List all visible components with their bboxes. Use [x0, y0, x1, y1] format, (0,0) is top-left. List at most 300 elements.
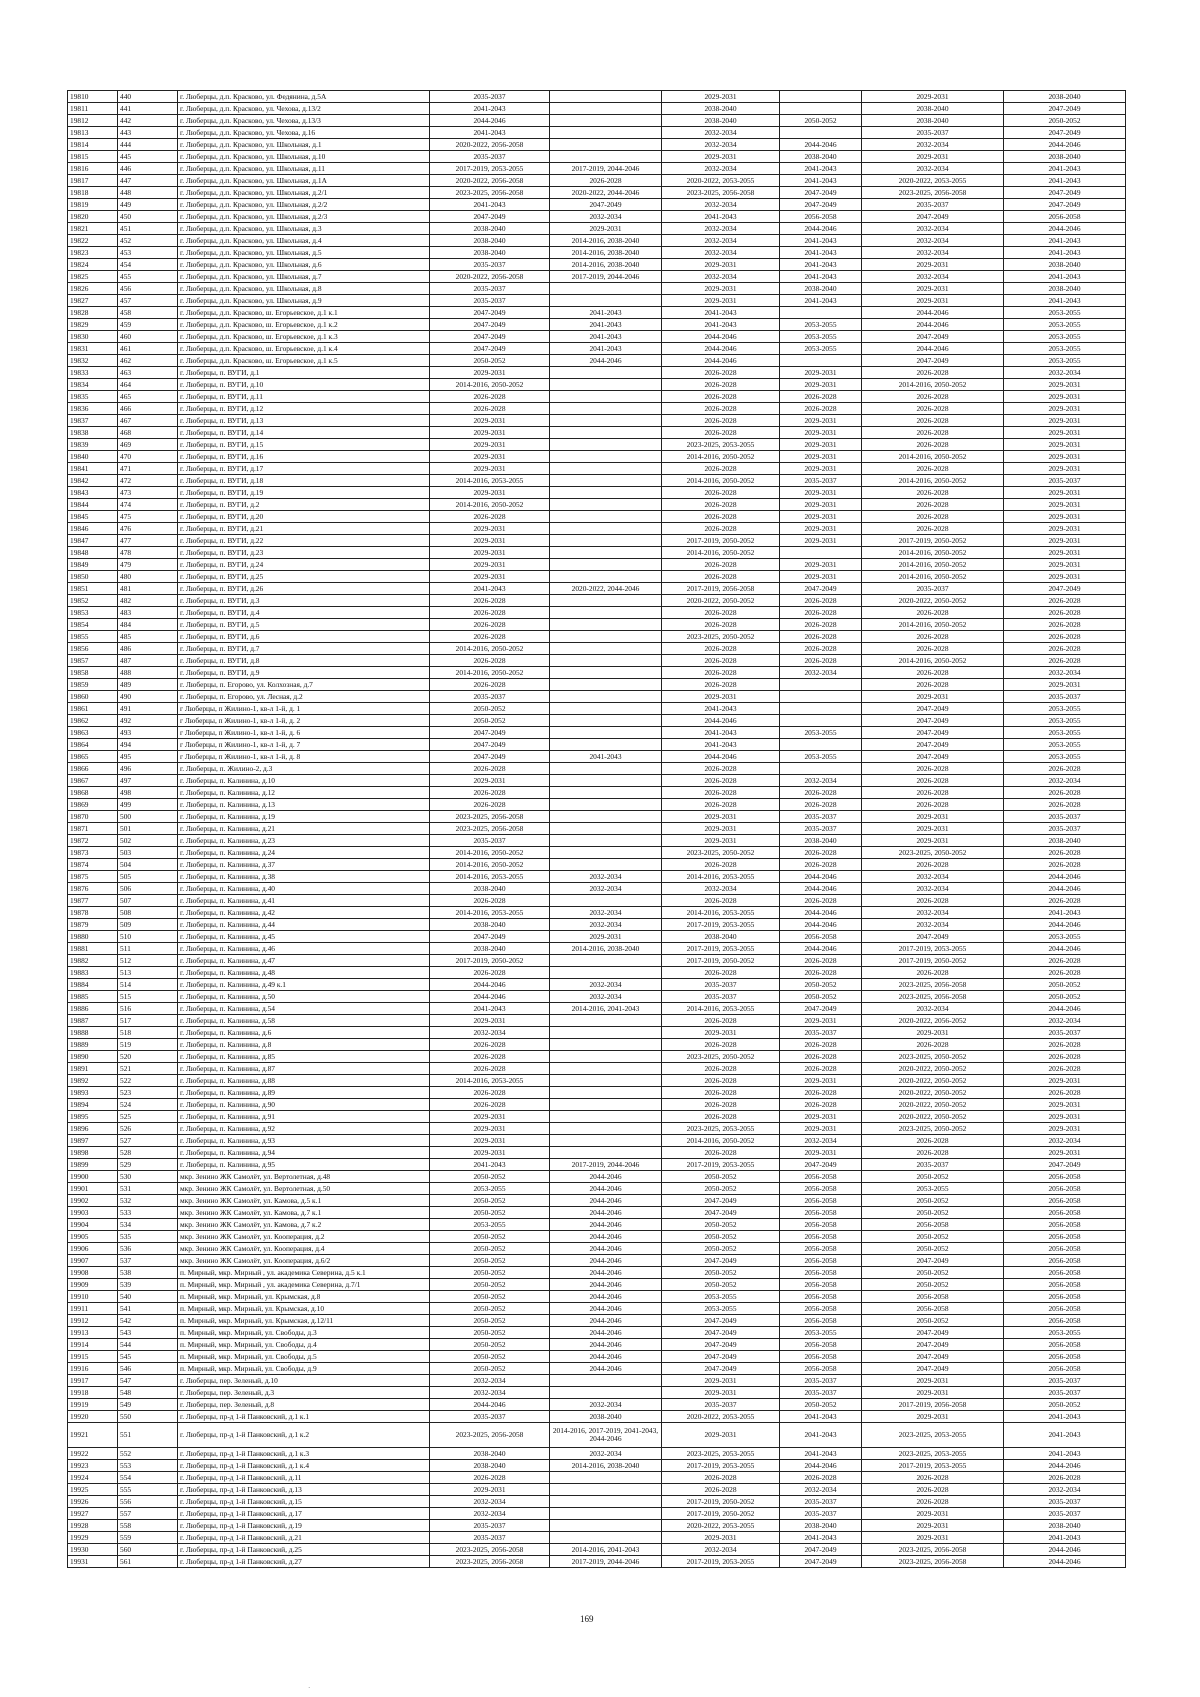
address-cell: г. Люберцы, д.п. Красково, ул. Школьная, д.1: [178, 139, 430, 151]
row-index-cell: 19904: [68, 1219, 118, 1231]
period-cell-3: 2029-2031: [662, 259, 780, 271]
item-number-cell: 501: [118, 823, 178, 835]
period-cell-2: 2017-2019, 2044-2046: [550, 271, 662, 283]
table-row: [68, 895, 1126, 907]
period-cell-6: 2029-2031: [1004, 439, 1126, 451]
row-index-cell: 19901: [68, 1183, 118, 1195]
register-table-body: [68, 91, 1126, 1568]
item-number-cell: 523: [118, 1087, 178, 1099]
period-cell-2: [550, 739, 662, 751]
period-cell-6: 2035-2037: [1004, 1496, 1126, 1508]
address-cell: г. Люберцы, п. Калинина, д.46: [178, 943, 430, 955]
period-cell-6: 2044-2046: [1004, 1460, 1126, 1472]
address-cell: мкр. Зенино ЖК Самолёт, ул. Камова, д.7 к.2: [178, 1219, 430, 1231]
row-index-cell: 19896: [68, 1123, 118, 1135]
period-cell-5: 2020-2022, 2053-2055: [862, 175, 1004, 187]
period-cell-4: 2035-2037: [780, 823, 862, 835]
period-cell-6: 2026-2028: [1004, 595, 1126, 607]
period-cell-4: 2029-2031: [780, 487, 862, 499]
address-cell: г. Люберцы, п. Калинина, д.42: [178, 907, 430, 919]
period-cell-3: 2044-2046: [662, 343, 780, 355]
period-cell-6: 2038-2040: [1004, 259, 1126, 271]
row-index-cell: 19899: [68, 1159, 118, 1171]
address-cell: г. Люберцы, пер. Зеленый, д.3: [178, 1387, 430, 1399]
row-index-cell: 19889: [68, 1039, 118, 1051]
item-number-cell: 452: [118, 235, 178, 247]
period-cell-5: 2026-2028: [862, 427, 1004, 439]
item-number-cell: 486: [118, 643, 178, 655]
table-row: [68, 1015, 1126, 1027]
period-cell-1: 2050-2052: [430, 1303, 550, 1315]
table-row: [68, 655, 1126, 667]
item-number-cell: 506: [118, 883, 178, 895]
period-cell-4: 2047-2049: [780, 1003, 862, 1015]
period-cell-3: 2023-2025, 2050-2052: [662, 631, 780, 643]
period-cell-5: 2026-2028: [862, 859, 1004, 871]
item-number-cell: 557: [118, 1508, 178, 1520]
address-cell: г. Люберцы, п. ВУГИ, д.5: [178, 619, 430, 631]
period-cell-4: 2029-2031: [780, 523, 862, 535]
period-cell-6: 2038-2040: [1004, 151, 1126, 163]
item-number-cell: 553: [118, 1460, 178, 1472]
period-cell-1: 2038-2040: [430, 223, 550, 235]
row-index-cell: 19880: [68, 931, 118, 943]
item-number-cell: 455: [118, 271, 178, 283]
period-cell-1: 2038-2040: [430, 943, 550, 955]
item-number-cell: 445: [118, 151, 178, 163]
period-cell-4: 2026-2028: [780, 1087, 862, 1099]
row-index-cell: 19910: [68, 1291, 118, 1303]
period-cell-1: 2026-2028: [430, 1039, 550, 1051]
period-cell-6: 2032-2034: [1004, 1015, 1126, 1027]
table-row: [68, 1472, 1126, 1484]
address-cell: г. Люберцы, п. Калинина, д.90: [178, 1099, 430, 1111]
item-number-cell: 442: [118, 115, 178, 127]
period-cell-5: 2029-2031: [862, 811, 1004, 823]
period-cell-6: 2056-2058: [1004, 1183, 1126, 1195]
period-cell-2: [550, 439, 662, 451]
period-cell-5: 2035-2037: [862, 583, 1004, 595]
table-row: [68, 163, 1126, 175]
period-cell-3: 2023-2025, 2050-2052: [662, 847, 780, 859]
item-number-cell: 559: [118, 1532, 178, 1544]
period-cell-3: 2050-2052: [662, 1279, 780, 1291]
period-cell-5: 2035-2037: [862, 127, 1004, 139]
period-cell-3: 2029-2031: [662, 1027, 780, 1039]
table-row: [68, 1267, 1126, 1279]
period-cell-2: 2041-2043: [550, 331, 662, 343]
row-index-cell: 19907: [68, 1255, 118, 1267]
period-cell-2: 2044-2046: [550, 1231, 662, 1243]
period-cell-4: 2047-2049: [780, 199, 862, 211]
period-cell-2: [550, 499, 662, 511]
period-cell-2: [550, 1051, 662, 1063]
period-cell-6: 2038-2040: [1004, 835, 1126, 847]
period-cell-3: 2026-2028: [662, 763, 780, 775]
row-index-cell: 19855: [68, 631, 118, 643]
address-cell: мкр. Зенино ЖК Самолёт, ул. Кооперация, д.4: [178, 1243, 430, 1255]
period-cell-5: 2026-2028: [862, 667, 1004, 679]
row-index-cell: 19830: [68, 331, 118, 343]
period-cell-2: [550, 835, 662, 847]
period-cell-1: 2029-2031: [430, 1147, 550, 1159]
period-cell-5: 2050-2052: [862, 1207, 1004, 1219]
period-cell-1: 2026-2028: [430, 511, 550, 523]
period-cell-3: 2026-2028: [662, 667, 780, 679]
period-cell-3: 2014-2016, 2053-2055: [662, 871, 780, 883]
period-cell-2: [550, 1111, 662, 1123]
period-cell-6: 2026-2028: [1004, 655, 1126, 667]
period-cell-5: 2044-2046: [862, 343, 1004, 355]
address-cell: г. Люберцы, п. Калинина, д.85: [178, 1051, 430, 1063]
period-cell-5: 2029-2031: [862, 1520, 1004, 1532]
period-cell-1: 2035-2037: [430, 1411, 550, 1423]
period-cell-2: [550, 547, 662, 559]
period-cell-3: 2026-2028: [662, 967, 780, 979]
period-cell-3: 2032-2034: [662, 235, 780, 247]
address-cell: г. Люберцы, п. Калинина, д.54: [178, 1003, 430, 1015]
address-cell: г. Люберцы, п. Калинина, д.40: [178, 883, 430, 895]
row-index-cell: 19898: [68, 1147, 118, 1159]
period-cell-3: 2032-2034: [662, 883, 780, 895]
row-index-cell: 19874: [68, 859, 118, 871]
period-cell-5: 2026-2028: [862, 391, 1004, 403]
period-cell-5: 2014-2016, 2050-2052: [862, 655, 1004, 667]
period-cell-2: [550, 787, 662, 799]
period-cell-3: 2047-2049: [662, 1351, 780, 1363]
period-cell-6: 2035-2037: [1004, 811, 1126, 823]
period-cell-2: [550, 847, 662, 859]
period-cell-2: 2032-2034: [550, 871, 662, 883]
period-cell-3: 2047-2049: [662, 1327, 780, 1339]
item-number-cell: 456: [118, 283, 178, 295]
period-cell-2: 2032-2034: [550, 1399, 662, 1411]
item-number-cell: 524: [118, 1099, 178, 1111]
period-cell-5: 2029-2031: [862, 1027, 1004, 1039]
row-index-cell: 19908: [68, 1267, 118, 1279]
period-cell-1: 2026-2028: [430, 595, 550, 607]
period-cell-4: [780, 103, 862, 115]
period-cell-6: 2026-2028: [1004, 607, 1126, 619]
period-cell-3: 2032-2034: [662, 247, 780, 259]
item-number-cell: 444: [118, 139, 178, 151]
table-row: [68, 979, 1126, 991]
address-cell: г. Люберцы, п. Калинина, д.10: [178, 775, 430, 787]
address-cell: г. Люберцы, д.п. Красково, ул. Школьная, д.7: [178, 271, 430, 283]
period-cell-4: 2026-2028: [780, 955, 862, 967]
period-cell-2: 2044-2046: [550, 1327, 662, 1339]
period-cell-2: 2014-2016, 2038-2040: [550, 259, 662, 271]
period-cell-1: 2044-2046: [430, 1399, 550, 1411]
table-row: [68, 187, 1126, 199]
period-cell-6: 2026-2028: [1004, 1051, 1126, 1063]
period-cell-3: 2017-2019, 2050-2052: [662, 535, 780, 547]
table-row: [68, 211, 1126, 223]
period-cell-4: 2047-2049: [780, 1556, 862, 1568]
item-number-cell: 558: [118, 1520, 178, 1532]
item-number-cell: 461: [118, 343, 178, 355]
row-index-cell: 19888: [68, 1027, 118, 1039]
period-cell-4: 2026-2028: [780, 607, 862, 619]
period-cell-6: 2032-2034: [1004, 667, 1126, 679]
period-cell-6: 2053-2055: [1004, 751, 1126, 763]
address-cell: г. Люберцы, п. Калинина, д.44: [178, 919, 430, 931]
item-number-cell: 484: [118, 619, 178, 631]
address-cell: г. Люберцы, п. Калинина, д.41: [178, 895, 430, 907]
row-index-cell: 19911: [68, 1303, 118, 1315]
period-cell-1: 2050-2052: [430, 1291, 550, 1303]
period-cell-3: 2032-2034: [662, 163, 780, 175]
item-number-cell: 511: [118, 943, 178, 955]
period-cell-4: [780, 679, 862, 691]
table-row: [68, 367, 1126, 379]
item-number-cell: 549: [118, 1399, 178, 1411]
address-cell: г. Люберцы, п. Егорово, ул. Лесная, д.2: [178, 691, 430, 703]
table-row: [68, 991, 1126, 1003]
period-cell-4: 2047-2049: [780, 187, 862, 199]
period-cell-3: 2029-2031: [662, 811, 780, 823]
address-cell: г. Люберцы, п. ВУГИ, д.20: [178, 511, 430, 523]
period-cell-2: [550, 91, 662, 103]
period-cell-3: 2023-2025, 2056-2058: [662, 187, 780, 199]
period-cell-1: 2044-2046: [430, 115, 550, 127]
period-cell-2: 2032-2034: [550, 1448, 662, 1460]
period-cell-5: 2026-2028: [862, 463, 1004, 475]
period-cell-1: 2050-2052: [430, 355, 550, 367]
period-cell-3: 2053-2055: [662, 1303, 780, 1315]
period-cell-5: 2026-2028: [862, 439, 1004, 451]
row-index-cell: 19864: [68, 739, 118, 751]
item-number-cell: 504: [118, 859, 178, 871]
period-cell-5: 2029-2031: [862, 1532, 1004, 1544]
period-cell-1: 2014-2016, 2053-2055: [430, 907, 550, 919]
row-index-cell: 19828: [68, 307, 118, 319]
period-cell-2: [550, 967, 662, 979]
period-cell-2: [550, 1135, 662, 1147]
period-cell-3: 2026-2028: [662, 679, 780, 691]
period-cell-5: 2023-2025, 2050-2052: [862, 847, 1004, 859]
table-row: [68, 643, 1126, 655]
period-cell-6: 2029-2031: [1004, 391, 1126, 403]
period-cell-4: 2044-2046: [780, 943, 862, 955]
period-cell-6: 2056-2058: [1004, 1339, 1126, 1351]
address-cell: мкр. Зенино ЖК Самолёт, ул. Вертолетная, д.48: [178, 1171, 430, 1183]
row-index-cell: 19818: [68, 187, 118, 199]
item-number-cell: 469: [118, 439, 178, 451]
period-cell-1: 2023-2025, 2056-2058: [430, 823, 550, 835]
period-cell-2: 2044-2046: [550, 1363, 662, 1375]
period-cell-5: 2050-2052: [862, 1195, 1004, 1207]
period-cell-1: 2023-2025, 2056-2058: [430, 1423, 550, 1448]
table-row: [68, 1423, 1126, 1448]
period-cell-5: 2014-2016, 2050-2052: [862, 451, 1004, 463]
period-cell-3: 2020-2022, 2053-2055: [662, 1411, 780, 1423]
address-cell: г. Люберцы, п. Калинина, д.37: [178, 859, 430, 871]
address-cell: г. Люберцы, п. Калинина, д.23: [178, 835, 430, 847]
period-cell-3: 2026-2028: [662, 1063, 780, 1075]
address-cell: г. Люберцы, д.п. Красково, ул. Школьная, д.9: [178, 295, 430, 307]
row-index-cell: 19895: [68, 1111, 118, 1123]
period-cell-6: 2041-2043: [1004, 1532, 1126, 1544]
period-cell-3: 2029-2031: [662, 1387, 780, 1399]
period-cell-2: [550, 1484, 662, 1496]
period-cell-1: 2050-2052: [430, 1255, 550, 1267]
period-cell-6: 2035-2037: [1004, 1508, 1126, 1520]
period-cell-4: 2044-2046: [780, 139, 862, 151]
table-row: [68, 115, 1126, 127]
period-cell-3: 2047-2049: [662, 1195, 780, 1207]
period-cell-6: 2044-2046: [1004, 1003, 1126, 1015]
period-cell-4: 2041-2043: [780, 1532, 862, 1544]
period-cell-5: 2017-2019, 2053-2055: [862, 1460, 1004, 1472]
period-cell-1: 2029-2031: [430, 1111, 550, 1123]
row-index-cell: 19877: [68, 895, 118, 907]
table-row: [68, 871, 1126, 883]
item-number-cell: 453: [118, 247, 178, 259]
period-cell-5: 2017-2019, 2050-2052: [862, 535, 1004, 547]
row-index-cell: 19851: [68, 583, 118, 595]
period-cell-6: 2041-2043: [1004, 1411, 1126, 1423]
period-cell-1: 2026-2028: [430, 1472, 550, 1484]
period-cell-2: [550, 1039, 662, 1051]
period-cell-5: 2038-2040: [862, 115, 1004, 127]
period-cell-4: 2026-2028: [780, 619, 862, 631]
address-cell: г. Люберцы, п. Калинина, д.89: [178, 1087, 430, 1099]
period-cell-4: 2053-2055: [780, 751, 862, 763]
row-index-cell: 19835: [68, 391, 118, 403]
table-row: [68, 799, 1126, 811]
address-cell: г. Люберцы, п. Калинина, д.50: [178, 991, 430, 1003]
period-cell-4: 2053-2055: [780, 319, 862, 331]
table-row: [68, 1399, 1126, 1411]
table-row: [68, 451, 1126, 463]
item-number-cell: 465: [118, 391, 178, 403]
table-row: [68, 331, 1126, 343]
address-cell: г. Люберцы, п. ВУГИ, д.24: [178, 559, 430, 571]
row-index-cell: 19928: [68, 1520, 118, 1532]
period-cell-2: [550, 1508, 662, 1520]
period-cell-6: 2056-2058: [1004, 1363, 1126, 1375]
period-cell-1: 2029-2031: [430, 487, 550, 499]
period-cell-3: 2026-2028: [662, 391, 780, 403]
table-row: [68, 343, 1126, 355]
period-cell-2: 2047-2049: [550, 199, 662, 211]
period-cell-6: 2056-2058: [1004, 1267, 1126, 1279]
address-cell: г. Люберцы, п. ВУГИ, д.14: [178, 427, 430, 439]
period-cell-3: 2017-2019, 2053-2055: [662, 919, 780, 931]
address-cell: г. Люберцы, п. ВУГИ, д.23: [178, 547, 430, 559]
item-number-cell: 537: [118, 1255, 178, 1267]
period-cell-4: 2026-2028: [780, 1051, 862, 1063]
row-index-cell: 19844: [68, 499, 118, 511]
period-cell-1: 2050-2052: [430, 1339, 550, 1351]
period-cell-3: 2041-2043: [662, 739, 780, 751]
period-cell-5: 2020-2022, 2050-2052: [862, 1099, 1004, 1111]
item-number-cell: 440: [118, 91, 178, 103]
item-number-cell: 545: [118, 1351, 178, 1363]
period-cell-6: 2029-2031: [1004, 1123, 1126, 1135]
period-cell-5: 2026-2028: [862, 763, 1004, 775]
table-row: [68, 1039, 1126, 1051]
period-cell-5: 2050-2052: [862, 1315, 1004, 1327]
period-cell-2: [550, 1375, 662, 1387]
period-cell-2: [550, 511, 662, 523]
period-cell-1: 2041-2043: [430, 127, 550, 139]
row-index-cell: 19883: [68, 967, 118, 979]
period-cell-6: 2053-2055: [1004, 739, 1126, 751]
row-index-cell: 19906: [68, 1243, 118, 1255]
row-index-cell: 19841: [68, 463, 118, 475]
period-cell-2: [550, 1147, 662, 1159]
period-cell-2: [550, 151, 662, 163]
period-cell-4: 2056-2058: [780, 1339, 862, 1351]
period-cell-1: 2050-2052: [430, 1279, 550, 1291]
row-index-cell: 19859: [68, 679, 118, 691]
period-cell-5: 2032-2034: [862, 223, 1004, 235]
item-number-cell: 467: [118, 415, 178, 427]
period-cell-6: 2029-2031: [1004, 403, 1126, 415]
period-cell-3: 2026-2028: [662, 787, 780, 799]
item-number-cell: 502: [118, 835, 178, 847]
row-index-cell: 19875: [68, 871, 118, 883]
period-cell-2: [550, 451, 662, 463]
period-cell-4: 2053-2055: [780, 1327, 862, 1339]
period-cell-6: 2029-2031: [1004, 523, 1126, 535]
address-cell: г. Люберцы, п. ВУГИ, д.16: [178, 451, 430, 463]
period-cell-4: 2026-2028: [780, 967, 862, 979]
item-number-cell: 544: [118, 1339, 178, 1351]
period-cell-1: 2026-2028: [430, 403, 550, 415]
period-cell-3: 2053-2055: [662, 1291, 780, 1303]
period-cell-4: 2026-2028: [780, 631, 862, 643]
address-cell: мкр. Зенино ЖК Самолёт, ул. Вертолетная, д.50: [178, 1183, 430, 1195]
period-cell-4: 2026-2028: [780, 655, 862, 667]
period-cell-3: 2050-2052: [662, 1183, 780, 1195]
row-index-cell: 19916: [68, 1363, 118, 1375]
period-cell-4: 2053-2055: [780, 727, 862, 739]
table-row: [68, 739, 1126, 751]
period-cell-1: 2038-2040: [430, 883, 550, 895]
period-cell-3: 2023-2025, 2053-2055: [662, 439, 780, 451]
item-number-cell: 470: [118, 451, 178, 463]
period-cell-3: 2020-2022, 2050-2052: [662, 595, 780, 607]
address-cell: г. Люберцы, п. ВУГИ, д.21: [178, 523, 430, 535]
period-cell-1: 2041-2043: [430, 1159, 550, 1171]
period-cell-6: 2026-2028: [1004, 763, 1126, 775]
address-cell: г. Люберцы, п. ВУГИ, д.18: [178, 475, 430, 487]
address-cell: г. Люберцы, п. ВУГИ, д.12: [178, 403, 430, 415]
period-cell-2: 2044-2046: [550, 1183, 662, 1195]
period-cell-2: 2041-2043: [550, 307, 662, 319]
item-number-cell: 541: [118, 1303, 178, 1315]
period-cell-2: 2044-2046: [550, 1195, 662, 1207]
period-cell-2: [550, 775, 662, 787]
row-index-cell: 19823: [68, 247, 118, 259]
period-cell-1: 2014-2016, 2050-2052: [430, 379, 550, 391]
period-cell-6: 2047-2049: [1004, 583, 1126, 595]
period-cell-3: 2026-2028: [662, 523, 780, 535]
period-cell-6: 2053-2055: [1004, 307, 1126, 319]
period-cell-2: [550, 655, 662, 667]
period-cell-5: 2047-2049: [862, 355, 1004, 367]
period-cell-2: [550, 1387, 662, 1399]
period-cell-5: 2020-2022, 2050-2052: [862, 1075, 1004, 1087]
period-cell-2: [550, 415, 662, 427]
address-cell: г. Люберцы, п. Калинина, д.91: [178, 1111, 430, 1123]
table-row: [68, 1231, 1126, 1243]
period-cell-4: 2026-2028: [780, 787, 862, 799]
period-cell-4: 2056-2058: [780, 1291, 862, 1303]
